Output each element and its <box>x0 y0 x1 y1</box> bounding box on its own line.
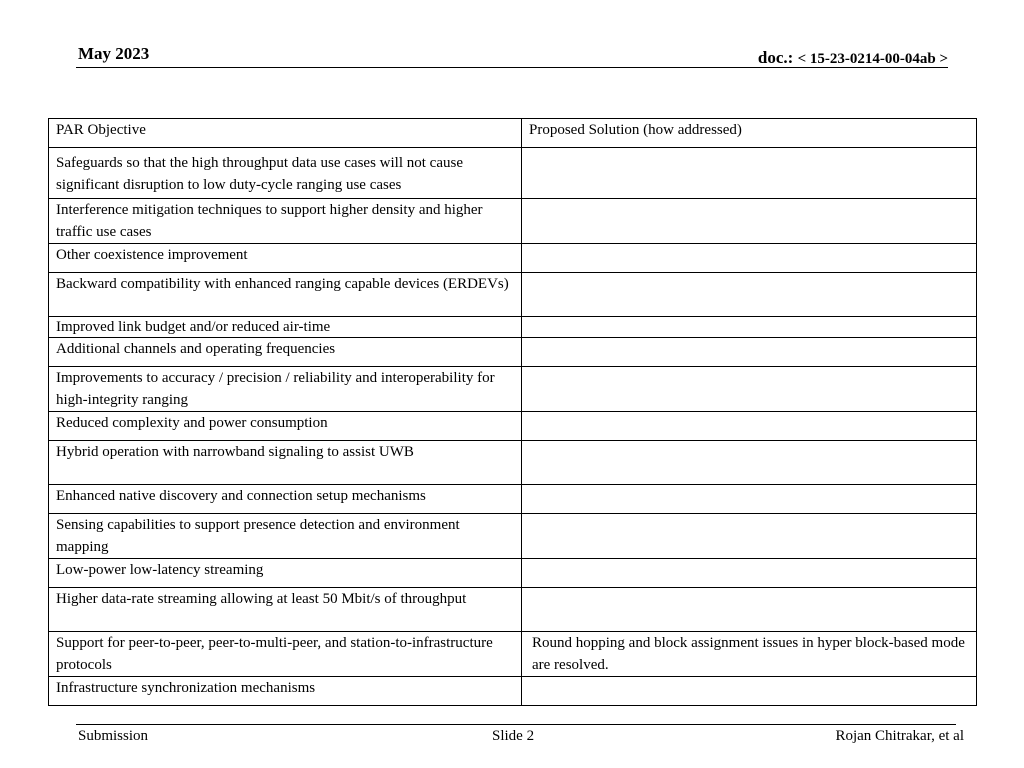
table-row <box>49 514 977 559</box>
solution-cell <box>522 338 977 367</box>
solution-cell <box>522 514 977 559</box>
table-row <box>49 485 977 514</box>
table-row <box>49 588 977 632</box>
solution-cell <box>522 588 977 632</box>
objective-cell: Sensing capabilities to support presence detection and environment mapping <box>49 514 522 559</box>
column-header-par-objective: PAR Objective <box>49 119 522 148</box>
table-row <box>49 367 977 412</box>
objective-cell: Other coexistence improvement <box>49 244 522 273</box>
doc-prefix: doc.: <box>757 48 794 67</box>
objective-cell: Reduced complexity and power consumption <box>49 412 522 441</box>
objective-cell: Interference mitigation techniques to support higher density and higher traffic use cases <box>49 199 522 244</box>
table-row <box>49 412 977 441</box>
table-row <box>49 441 977 485</box>
header-divider <box>76 67 948 68</box>
table-row <box>49 559 977 588</box>
table-header-row <box>49 119 977 148</box>
doc-number: < 15-23-0214-00-04ab > <box>797 51 948 67</box>
footer-submission: Submission <box>78 728 149 744</box>
solution-cell <box>522 244 977 273</box>
par-objectives-table <box>48 118 977 706</box>
objective-cell: Backward compatibility with enhanced ranging capable devices (ERDEVs) <box>49 273 522 317</box>
objective-cell: Hybrid operation with narrowband signaling to assist UWB <box>49 441 522 485</box>
footer-slide-number: Slide 2 <box>492 728 535 744</box>
solution-cell <box>522 677 977 706</box>
table-row <box>49 273 977 317</box>
solution-cell <box>522 441 977 485</box>
table-row <box>49 338 977 367</box>
table-row <box>49 677 977 706</box>
objective-cell: Higher data-rate streaming allowing at least 50 Mbit/s of throughput <box>49 588 522 632</box>
solution-cell <box>522 273 977 317</box>
footer-author: Rojan Chitrakar, et al <box>835 728 964 744</box>
objective-cell: Additional channels and operating frequencies <box>49 338 522 367</box>
objective-cell: Support for peer-to-peer, peer-to-multi-peer, and station-to-infrastructure protocols <box>49 632 522 677</box>
solution-cell <box>522 317 977 338</box>
solution-cell <box>522 412 977 441</box>
solution-cell <box>522 559 977 588</box>
table-row <box>49 199 977 244</box>
table-row <box>49 148 977 199</box>
objective-cell: Infrastructure synchronization mechanisms <box>49 677 522 706</box>
footer-divider <box>76 724 956 725</box>
solution-cell: Round hopping and block assignment issues in hyper block-based mode are resolved. <box>522 632 977 677</box>
document-number <box>758 48 948 68</box>
objective-cell: Improved link budget and/or reduced air-time <box>49 317 522 338</box>
solution-cell <box>522 485 977 514</box>
table-row <box>49 632 977 677</box>
solution-cell <box>522 199 977 244</box>
solution-cell <box>522 367 977 412</box>
solution-cell <box>522 148 977 199</box>
table-row <box>49 244 977 273</box>
objective-cell: Low-power low-latency streaming <box>49 559 522 588</box>
objective-cell: Improvements to accuracy / precision / reliability and interoperability for high-integrity ranging <box>49 367 522 412</box>
objective-cell: Safeguards so that the high throughput data use cases will not cause significant disruption to low duty-cycle ranging use cases <box>49 148 522 199</box>
header-date: May 2023 <box>78 44 150 63</box>
objective-cell: Enhanced native discovery and connection setup mechanisms <box>49 485 522 514</box>
table-row <box>49 317 977 338</box>
column-header-proposed-solution: Proposed Solution (how addressed) <box>522 119 977 148</box>
